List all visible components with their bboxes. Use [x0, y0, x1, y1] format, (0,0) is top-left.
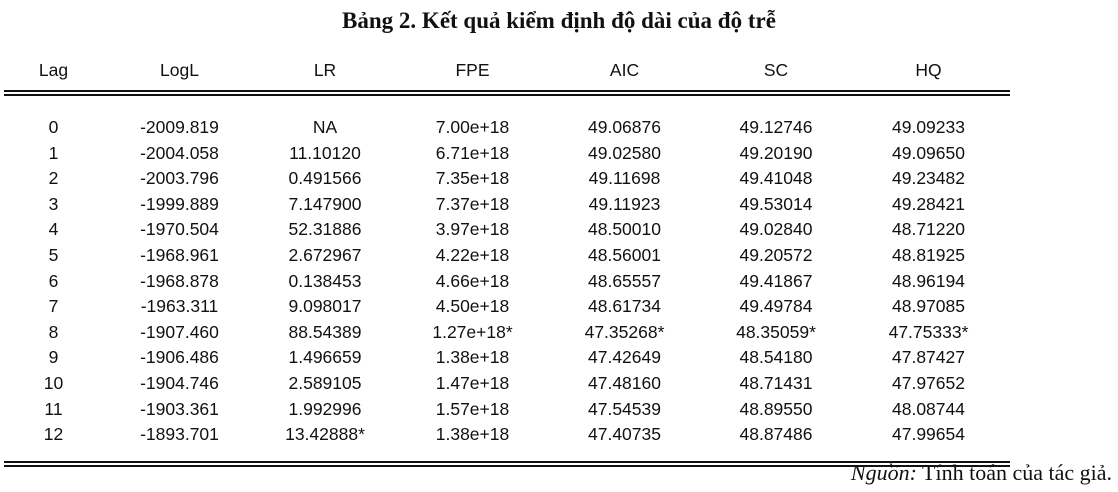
cell-aic: 49.11698: [588, 168, 661, 189]
cell-lag: 4: [48, 219, 59, 240]
cell-fpe: 3.97e+18: [435, 219, 510, 240]
cell-lag: 3: [48, 193, 59, 214]
table-row: [0, 192, 1010, 218]
cell-lag: 2: [48, 168, 59, 189]
table-header: [0, 55, 1010, 85]
cell-fpe: 7.37e+18: [435, 193, 510, 214]
column-header-sc: SC: [763, 60, 789, 80]
table-title: Bảng 2. Kết quả kiểm định độ dài của độ trễ: [342, 8, 776, 33]
cell-aic: 47.48160: [588, 372, 661, 393]
lag-length-table: [0, 55, 1010, 467]
cell-lag: 8: [48, 321, 59, 342]
cell-sc: 49.41048: [739, 168, 813, 189]
table-row: [0, 397, 1010, 423]
cell-fpe: 4.50e+18: [435, 296, 510, 317]
table-row: [0, 217, 1010, 243]
cell-aic: 47.35268*: [584, 321, 665, 342]
column-header-lr: LR: [313, 60, 337, 80]
cell-aic: 48.65557: [588, 270, 661, 291]
cell-hq: 49.28421: [892, 193, 965, 214]
table-row: [0, 320, 1010, 346]
table-row: [0, 345, 1010, 371]
cell-aic: 48.50010: [588, 219, 661, 240]
cell-lr: 0.491566: [288, 168, 362, 189]
table-body: [0, 96, 1010, 456]
cell-sc: 49.49784: [739, 296, 813, 317]
cell-sc: 49.20190: [739, 142, 813, 163]
cell-logl: -1893.701: [140, 424, 219, 445]
cell-fpe: 6.71e+18: [435, 142, 510, 163]
table-row: [0, 141, 1010, 167]
table-row: [0, 115, 1010, 141]
cell-aic: 49.02580: [588, 142, 661, 163]
cell-logl: -1999.889: [140, 193, 219, 214]
cell-logl: -1907.460: [140, 321, 219, 342]
cell-logl: -1968.878: [140, 270, 219, 291]
cell-lag: 12: [43, 424, 64, 445]
cell-lag: 0: [48, 117, 59, 137]
cell-lr: 2.589105: [288, 372, 362, 393]
cell-lr: 2.672967: [288, 244, 362, 265]
cell-lr: 1.496659: [288, 347, 362, 368]
cell-aic: 47.54539: [588, 398, 661, 419]
table-row: [0, 422, 1010, 448]
cell-fpe: 4.66e+18: [435, 270, 510, 291]
cell-lr: 11.10120: [289, 142, 361, 163]
cell-lr: 1.992996: [288, 398, 362, 419]
cell-aic: 49.06876: [588, 117, 661, 137]
cell-fpe: 1.27e+18*: [432, 321, 513, 342]
cell-hq: 47.87427: [892, 347, 965, 368]
cell-logl: -2009.819: [140, 117, 219, 137]
column-header-logl: LogL: [160, 60, 199, 80]
cell-hq: 47.99654: [892, 424, 965, 445]
cell-fpe: 7.00e+18: [435, 117, 510, 137]
cell-hq: 48.71220: [892, 219, 965, 240]
column-header-lag: Lag: [38, 60, 69, 80]
cell-logl: -1903.361: [140, 398, 219, 419]
cell-hq: 48.96194: [892, 270, 965, 291]
cell-sc: 49.12746: [739, 117, 813, 137]
table-row: [0, 294, 1010, 320]
cell-sc: 49.02840: [739, 219, 813, 240]
cell-hq: 49.23482: [892, 168, 965, 189]
cell-lr: 9.098017: [288, 296, 362, 317]
cell-lr: 0.138453: [288, 270, 362, 291]
cell-aic: 47.40735: [588, 424, 661, 445]
cell-lag: 6: [48, 270, 59, 291]
cell-sc: 48.54180: [739, 347, 813, 368]
cell-sc: 49.53014: [739, 193, 813, 214]
cell-lr: NA: [312, 117, 338, 137]
cell-logl: -1970.504: [140, 219, 219, 240]
cell-logl: -1963.311: [140, 296, 219, 317]
cell-logl: -2004.058: [140, 142, 219, 163]
column-header-aic: AIC: [609, 60, 640, 80]
cell-hq: 48.08744: [892, 398, 965, 419]
column-header-hq: HQ: [915, 60, 942, 80]
source-note: [851, 459, 1112, 487]
cell-hq: 49.09650: [892, 142, 965, 163]
cell-logl: -1906.486: [140, 347, 219, 368]
cell-fpe: 1.38e+18: [435, 347, 510, 368]
cell-hq: 48.81925: [892, 244, 965, 265]
cell-lag: 11: [44, 398, 63, 419]
cell-hq: 49.09233: [892, 117, 965, 137]
cell-aic: 49.11923: [588, 193, 661, 214]
cell-lag: 9: [48, 347, 59, 368]
cell-sc: 48.35059*: [736, 321, 816, 342]
cell-lr: 13.42888*: [285, 424, 365, 445]
cell-lag: 10: [43, 372, 64, 393]
cell-fpe: 1.38e+18: [435, 424, 510, 445]
cell-sc: 48.89550: [739, 398, 813, 419]
cell-fpe: 1.57e+18: [435, 398, 510, 419]
cell-fpe: 4.22e+18: [435, 244, 510, 265]
table-row: [0, 166, 1010, 192]
cell-hq: 47.75333*: [888, 321, 969, 342]
cell-lr: 88.54389: [288, 321, 362, 342]
table-row: [0, 269, 1010, 295]
cell-lag: 7: [48, 296, 59, 317]
cell-sc: 49.20572: [739, 244, 813, 265]
cell-fpe: 7.35e+18: [435, 168, 510, 189]
cell-aic: 47.42649: [588, 347, 661, 368]
cell-hq: 48.97085: [892, 296, 965, 317]
cell-sc: 49.41867: [739, 270, 813, 291]
table-row: [0, 243, 1010, 269]
cell-hq: 47.97652: [892, 372, 965, 393]
column-header-fpe: FPE: [455, 60, 490, 80]
table-row: [0, 371, 1010, 397]
source-text: Tính toán của tác giả.: [916, 460, 1112, 485]
cell-lr: 7.147900: [288, 193, 362, 214]
cell-lag: 5: [48, 244, 59, 265]
cell-aic: 48.56001: [588, 244, 661, 265]
cell-lag: 1: [48, 142, 59, 163]
source-label: Nguồn:: [850, 460, 917, 485]
cell-logl: -2003.796: [140, 168, 219, 189]
cell-aic: 48.61734: [588, 296, 661, 317]
cell-fpe: 1.47e+18: [435, 372, 510, 393]
cell-logl: -1904.746: [140, 372, 219, 393]
cell-logl: -1968.961: [140, 244, 219, 265]
cell-sc: 48.87486: [739, 424, 813, 445]
cell-sc: 48.71431: [739, 372, 813, 393]
cell-lr: 52.31886: [288, 219, 362, 240]
